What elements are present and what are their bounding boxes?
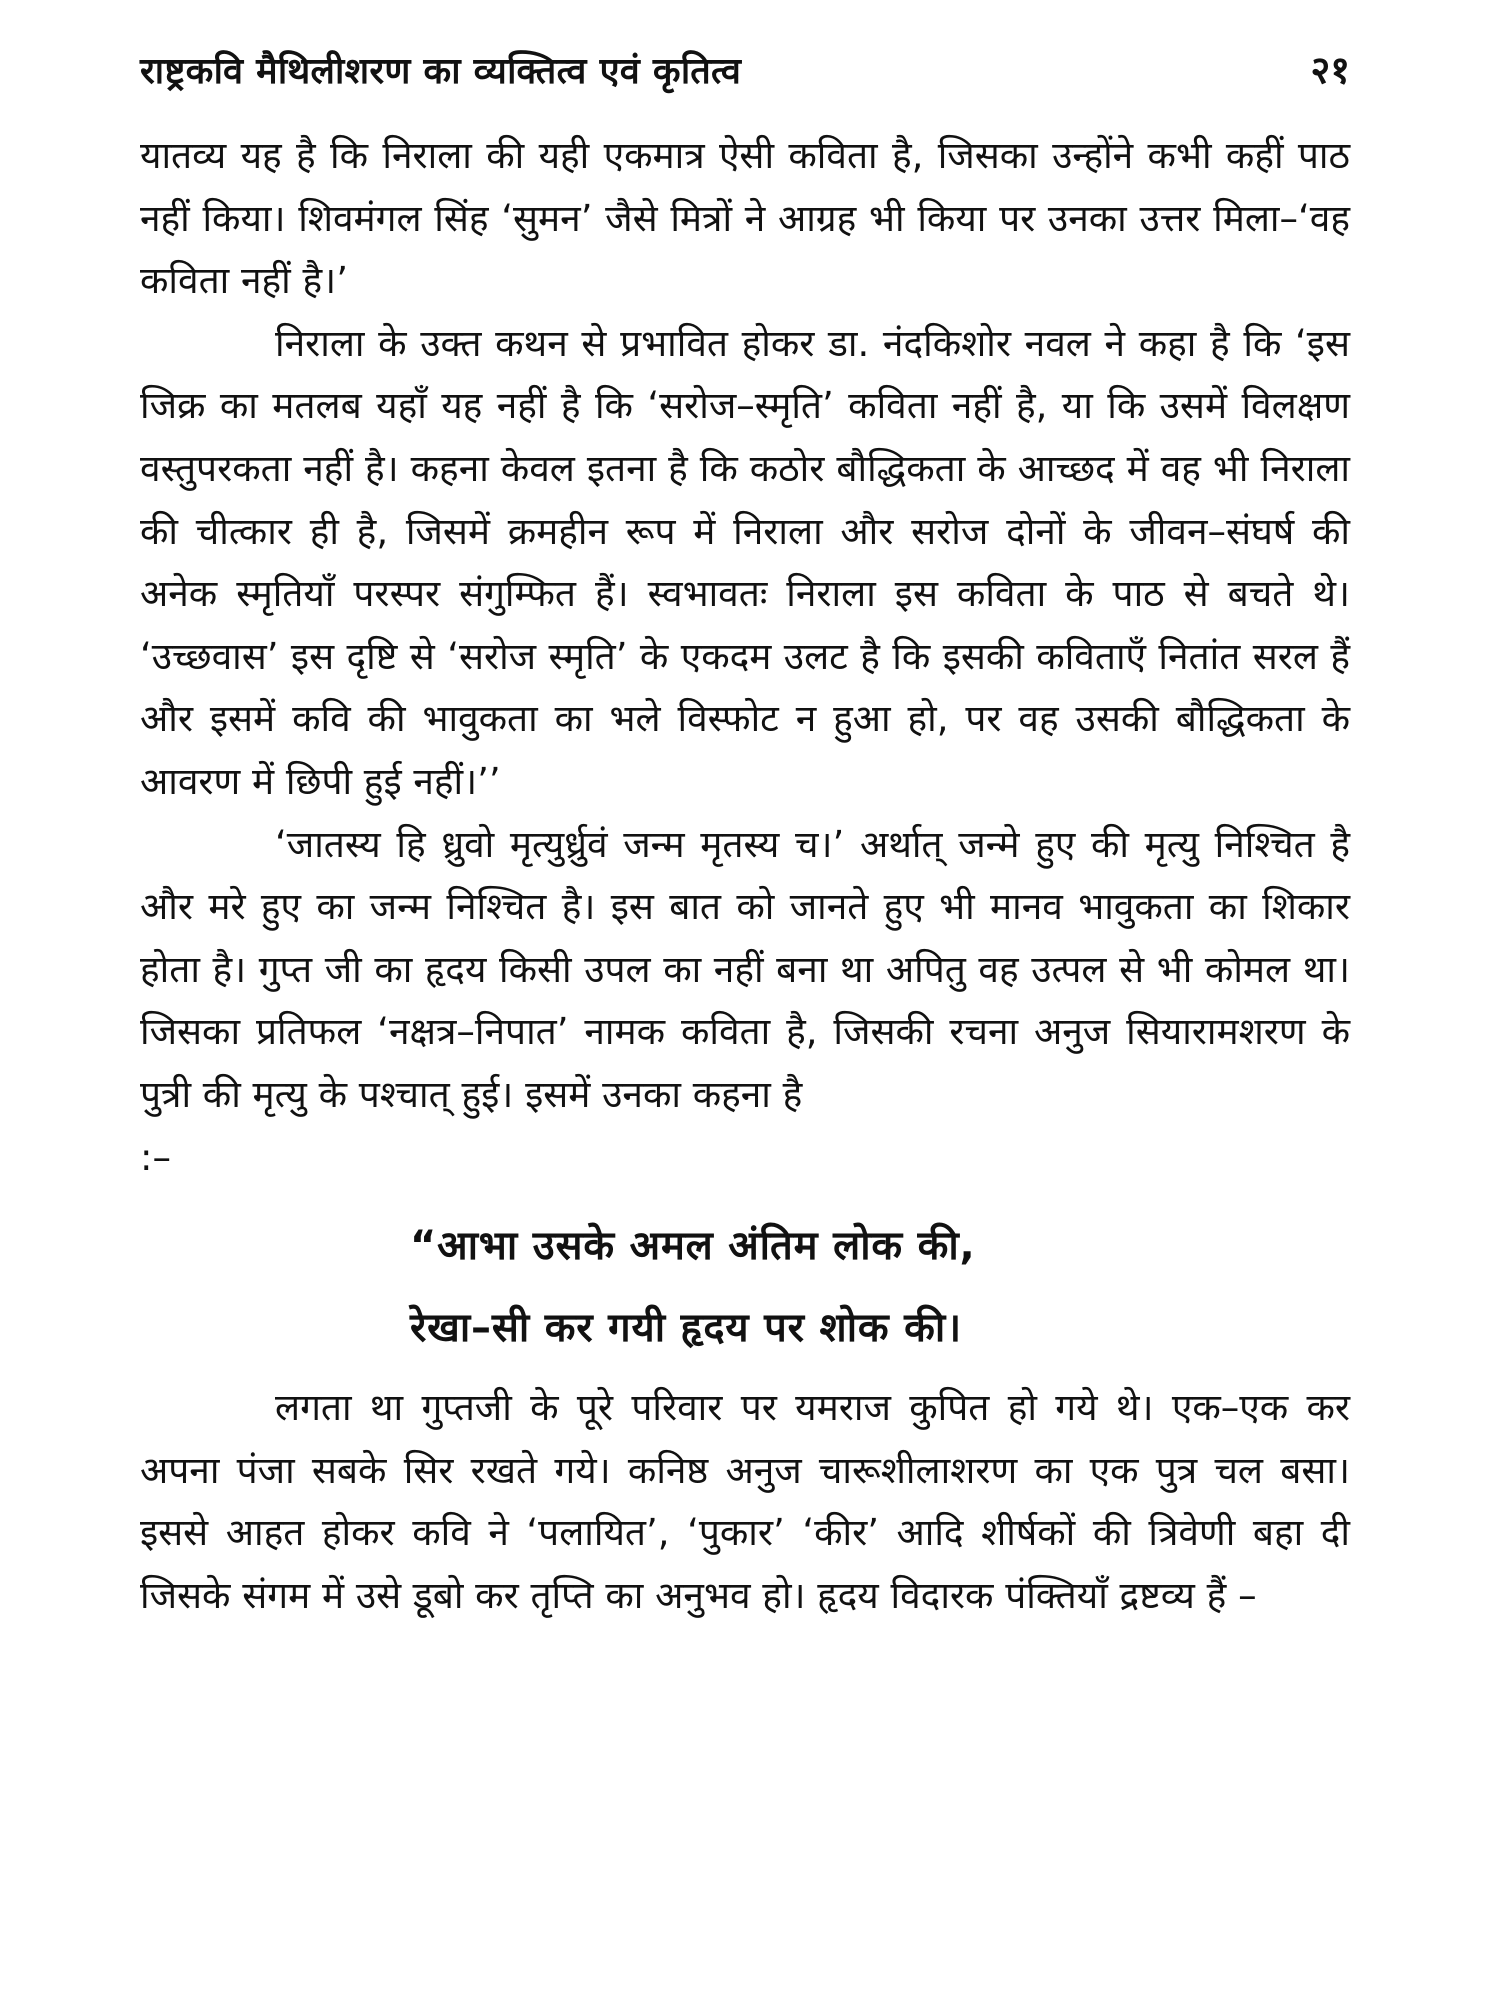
- poem-quote: [140, 1205, 1350, 1369]
- poem-line-1: “आभा उसके अमल अंतिम लोक की,: [410, 1223, 976, 1270]
- paragraph-1: यातव्य यह है कि निराला की यही एकमात्र ऐसी कविता है, जिसका उन्होंने कभी कहीं पाठ नहीं किया। शिवमंगल सिंह ‘सुमन’ जैसे मित्रों ने आग्रह भी किया पर उनका उत्तर मिला–‘वह कविता नहीं है।’: [140, 134, 1350, 303]
- running-header: [140, 34, 1350, 104]
- poem-line-2: रेखा–सी कर गयी हृदय पर शोक की।: [410, 1305, 962, 1352]
- paragraph-2: निराला के उक्त कथन से प्रभावित होकर डा. नंदकिशोर नवल ने कहा है कि ‘इस जिक्र का मतलब यहाँ यह नहीं है कि ‘सरोज–स्मृति’ कविता नहीं है, या कि उसमें विलक्षण वस्तुपरकता नहीं है। कहना केवल इतना है कि कठोर बौद्धिकता के आच्छद में वह भी निराला की चीत्कार ही है, जिसमें क्रमहीन रूप में निराला और सरोज दोनों के जीवन–संघर्ष की अनेक स्मृतियाँ परस्पर संगुम्फित हैं। स्वभावतः निराला इस कविता के पाठ से बचते थे। ‘उच्छवास’ इस दृष्टि से ‘सरोज स्मृति’ के एकदम उलट है कि इसकी कविताएँ नितांत सरल हैं और इसमें कवि की भावुकता का भले विस्फोट न हुआ हो, पर वह उसकी बौद्धिकता के आवरण में छिपी हुई नहीं।’’: [140, 321, 1350, 803]
- paragraph-3: ‘जातस्य हि ध्रुवो मृत्युर्ध्रुवं जन्म मृतस्य च।’ अर्थात् जन्मे हुए की मृत्यु निश्चित है और मरे हुए का जन्म निश्चित है। इस बात को जानते हुए भी मानव भावुकता का शिकार होता है। गुप्त जी का हृदय किसी उपल का नहीं बना था अपितु वह उत्पल से भी कोमल था। जिसका प्रतिफल ‘नक्षत्र–निपात’ नामक कविता है, जिसकी रचना अनुज सियारामशरण के पुत्री की मृत्यु के पश्चात् हुई। इसमें उनका कहना है: [140, 822, 1350, 1116]
- book-title-header: राष्ट्रकवि मैथिलीशरण का व्यक्तित्व एवं कृतित्व: [140, 50, 742, 92]
- page-body: [140, 125, 1350, 1627]
- page-number: २१: [1310, 48, 1350, 92]
- paragraph-4: लगता था गुप्तजी के पूरे परिवार पर यमराज कुपित हो गये थे। एक–एक कर अपना पंजा सबके सिर रखते गये। कनिष्ठ अनुज चारूशीलाशरण का एक पुत्र चल बसा। इससे आहत होकर कवि ने ‘पलायित’, ‘पुकार’ ‘कीर’ आदि शीर्षकों की त्रिवेणी बहा दी जिसके संगम में उसे डूबो कर तृप्ति का अनुभव हो। हृदय विदारक पंक्तियाँ द्रष्टव्य हैं –: [140, 1386, 1350, 1617]
- paragraph-3-tail: :–: [140, 1135, 171, 1179]
